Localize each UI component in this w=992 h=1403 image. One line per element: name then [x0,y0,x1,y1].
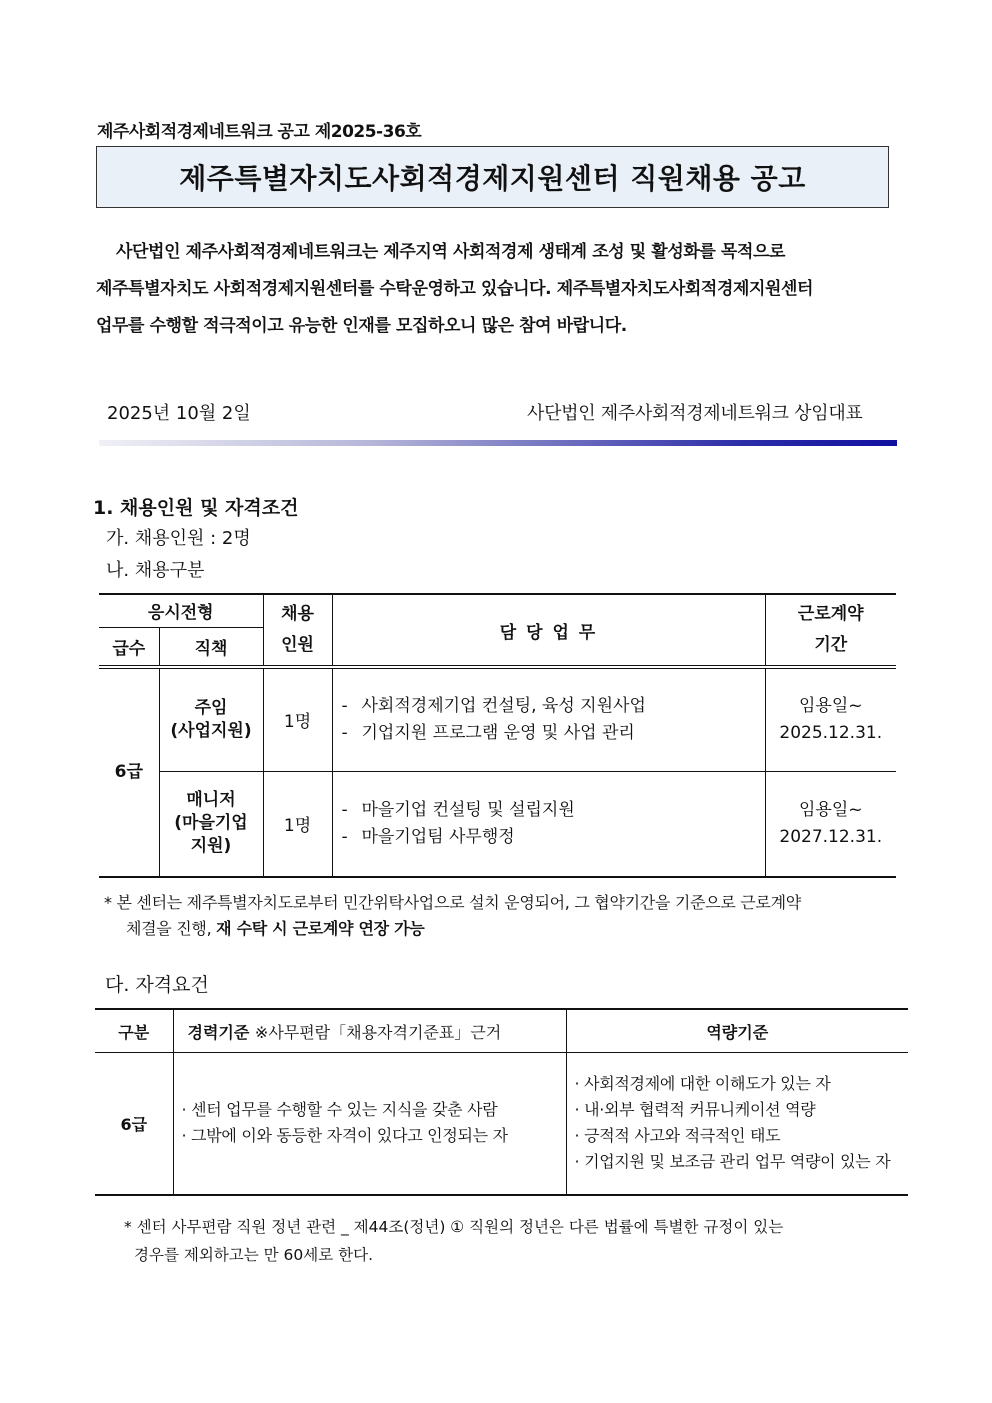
divider-bar [99,440,897,446]
duty-cell: - 마을기업 컨설팅 및 설립지원 - 마을기업팀 사무행정 [332,771,765,877]
position-cell [159,667,263,771]
note-line: 경우를 제외하고는 만 60세로 한다. [134,1246,374,1264]
item-category: 나. 채용구분 [106,560,205,581]
retirement-note [124,1213,899,1269]
period-line: 임용일~ [798,695,863,716]
competency-item: · 내·외부 협력적 커뮤니케이션 역량 [574,1100,816,1120]
header-position: 직책 [159,627,263,667]
notice-number: 제주사회적경제네트워크 공고 제2025-36호 [97,122,422,142]
period-line: 임용일~ [798,799,863,820]
intro-paragraph [96,234,896,345]
section-heading: 1. 채용인원 및 자격조건 [93,497,299,519]
header-count-line: 채용 [281,604,314,624]
item-headcount: 가. 채용인원 : 2명 [106,528,251,549]
count-cell: 1명 [263,667,332,771]
competency-item: · 사회적경제에 대한 이해도가 있는 자 [574,1074,831,1094]
intro-line: 사단법인 제주사회적경제네트워크는 제주지역 사회적경제 생태계 조성 및 활성화를 목적으로 [116,242,786,262]
note-line: * 본 센터는 제주특별자치도로부터 민간위탁사업으로 설치 운영되어, 그 협약기간을 기준으로 근로계약 [104,893,801,912]
header-period-line: 기간 [814,635,848,655]
position-line: 매니저 [186,790,236,811]
note-line: * 센터 사무편람 직원 정년 관련 _ 제44조(정년) ① 직원의 정년은 다른 법률에 특별한 규정이 있는 [124,1218,784,1236]
duty-item: 마을기업팀 사무행정 [361,826,515,847]
position-line: 주임 [194,697,228,718]
qualification-table [95,1008,908,1196]
header-period [765,594,896,667]
issuer: 사단법인 제주사회적경제네트워크 상임대표 [527,403,863,424]
header-duty: 담 당 업 무 [332,594,765,667]
period-cell [765,667,896,771]
position-cell [159,771,263,877]
note-line: 체결을 진행, [126,919,212,938]
table-row [95,1053,908,1195]
intro-line: 업무를 수행할 적극적이고 유능한 인재를 모집하오니 많은 참여 바랍니다. [96,316,627,336]
table-row [99,667,896,771]
page-title: 제주특별자치도사회적경제지원센터 직원채용 공고 [96,146,889,208]
header-count [263,594,332,667]
header-count-line: 인원 [281,635,314,655]
section-heading-qualifications: 다. 자격요건 [105,974,209,996]
competency-cell [566,1053,908,1195]
duty-item: 마을기업 컨설팅 및 설립지원 [361,799,575,820]
competency-item: · 기업지원 및 보조금 관리 업무 역량이 있는 자 [574,1152,891,1172]
header-type: 응시전형 [99,594,263,627]
competency-item: · 긍적적 사고와 적극적인 태도 [574,1126,781,1146]
header-competency: 역량기준 [566,1009,908,1053]
table-row [99,771,896,877]
header-career-rest: ※사무편람「채용자격기준표」근거 [254,1022,502,1042]
notice-date: 2025년 10월 2일 [107,403,251,424]
position-line: (마을기업 [174,813,248,834]
grade-cell: 6급 [99,667,159,877]
header-grade: 급수 [99,627,159,667]
period-line: 2025.12.31. [779,722,883,743]
career-item: · 센터 업무를 수행할 수 있는 지식을 갖춘 사람 [181,1100,498,1120]
duty-item: 기업지원 프로그램 운영 및 사업 관리 [361,722,635,743]
recruitment-table [99,593,896,878]
period-line: 2027.12.31. [779,826,883,847]
duty-item: 사회적경제기업 컨설팅, 육성 지원사업 [361,695,646,716]
position-line: (사업지원) [170,720,252,741]
note-emphasis: 재 수탁 시 근로계약 연장 가능 [216,919,425,938]
header-division: 구분 [95,1009,173,1053]
grade-cell: 6급 [95,1053,173,1195]
duty-cell: - 사회적경제기업 컨설팅, 육성 지원사업 - 기업지원 프로그램 운영 및 사업 관리 [332,667,765,771]
period-cell [765,771,896,877]
count-cell: 1명 [263,771,332,877]
career-cell [173,1053,566,1195]
header-period-line: 근로계약 [797,604,864,624]
header-career [173,1009,566,1053]
header-career-bold: 경력기준 [187,1022,250,1042]
intro-line: 제주특별자치도 사회적경제지원센터를 수탁운영하고 있습니다. 제주특별자치도사회적경제지원센터 [96,279,814,299]
contract-note [104,890,899,942]
career-item: · 그밖에 이와 동등한 자격이 있다고 인정되는 자 [181,1126,508,1146]
position-line: 지원) [190,836,232,857]
